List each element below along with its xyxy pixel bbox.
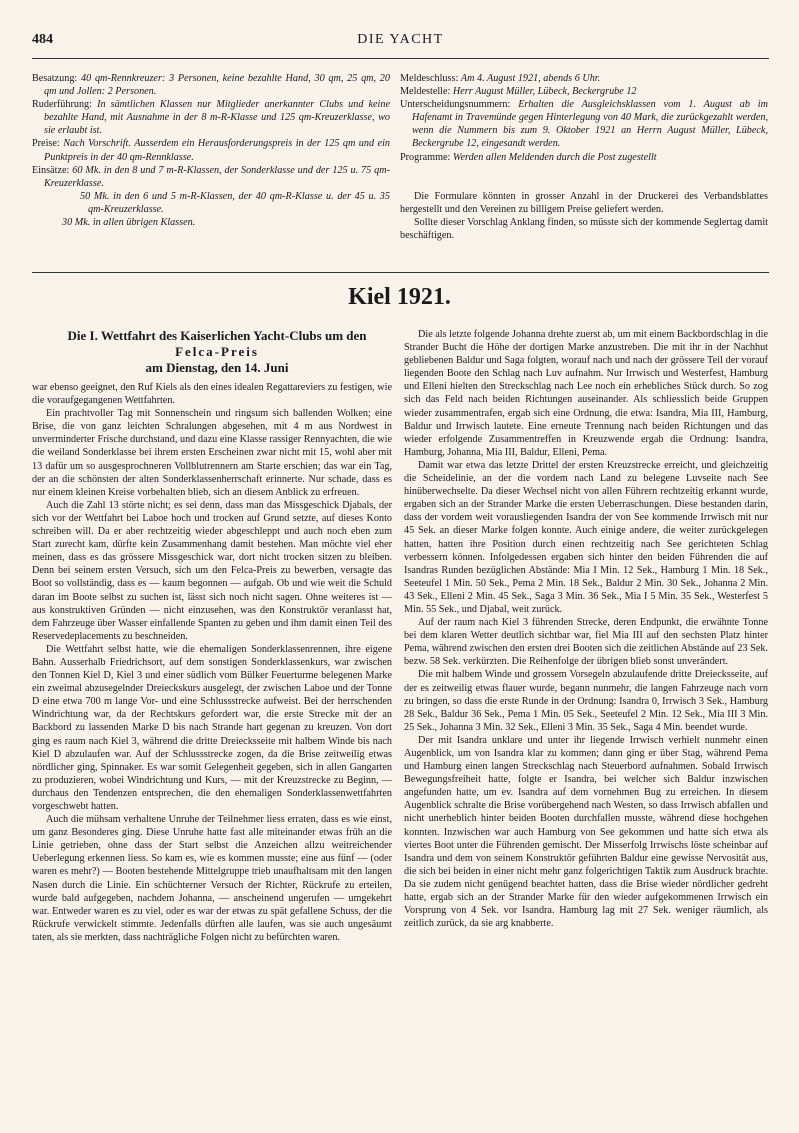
entry-info: Meldestelle: Herr August Müller, Lübeck, Beckergrube 12 (400, 86, 637, 98)
paragraph: Ein prachtvoller Tag mit Sonnenschein und ringsum sich ballenden Wolken; eine Brise, die von ganz leichten Schralungen abgesehen, mit 4 m aus Nordwest in unverminderter Frische durchstand, und dazu eine Klasse rassiger Rennyachten, die wie die weiland Sonderklasse bei ihrem ersten Erscheinen zwar nicht mit 15, wohl aber mit 13 dafür um so ausgesprochneren Vollblutrennern am Starte erschien; das war ein Tag, der an die schönsten der alten Sonderklassenherrschaft erinnerte. Nur schade, dass es nur einem kleinen Kreise vorbehalten blieb, sich an diesem Anblick zu erfreuen. (32, 408, 392, 498)
paragraph: Auch die Zahl 13 störte nicht; es sei denn, dass man das Missgeschick Djabals, der sich vor der Wettfahrt bei Laboe hoch und trocken auf Grund setzte, auf dieses Konto schreiben will. Da er aber rechtzeitig wieder abgeschleppt und auch noch eben zum Start zurecht kam, dürfte kein Zusammenhang damit bestehen. Man möchte viel eher meinen, dass es das grössere Missgeschick war, dort nicht trocken sitzen zu bleiben. Denn bei seinem ersten Versuch, sich um den Felca-Preis zu bewerben, versagte das Boot so vollständig, dass es — kaum begonnen — aufgab. Ob und wie weit die Schuld daran im Boote selbst zu suchen ist, lässt sich noch nicht sagen. Ohne weiteres ist — aus konstruktiven Gründen — nicht einzusehen, was den Konstruktör veranlasst hat, dem Fahrzeuge über Wasser einfallende Spanten zu geben und ihm damit einen Teil des Reservedeplacements zu beschneiden. (32, 499, 392, 642)
paragraph: Auch die mühsam verhaltene Unruhe der Teilnehmer liess erraten, dass es wie einst, um ganz Besonderes ging. Diese Unruhe hatte fast alle miteinander etwas früh an die Linie getrieben, ohne dass der Start selbst die Anzeichen allzu weitreichender Ueberlegung erkennen liess. So kam es, wie es kommen musste; eine aus fünf — (oder waren es mehr?) — Booten bestehende Mittelgruppe trieb unaufhaltsam mit den langen Nasen durch die Linie. Ein schüchterner Versuch der Richter, Rückrufe zu erteilen, wurde bald aufgegeben, nachdem Johanna, — anscheinend ungerufen — umgekehrt war. Entweder waren es zu viel, oder es war der etwas zu spät gefallene Schuss, der die Rückrufe verwickelt stimmte. Jedenfalls dürften alle laufen, was sie auch ungesäumt taten, als sie merkten, dass nachträgliche Folgen nicht zu befürchten waren. (32, 814, 392, 943)
regulation-entry: Preise: Nach Vorschrift. Ausserdem ein Herausforderungspreis in der 125 qm und ein Punktpreis in der 40 qm-Rennklasse. (32, 138, 390, 163)
section-rule (32, 272, 769, 273)
regulation-entry: Besatzung: 40 qm-Rennkreuzer: 3 Personen, keine bezahlte Hand, 30 qm, 25 qm, 20 qm und Jollen: 2 Personen. (32, 73, 390, 98)
article-column-left (32, 381, 392, 944)
paragraph: Damit war etwa das letzte Drittel der ersten Kreuzstrecke erreicht, und gleichzeitig die Scheidelinie, an der die vordem nach Land zu belegene Luvseite nach See hinüberwechselte. Da dieser Wechsel nicht von allen Führern rechtzeitig erkannt wurde, ergaben sich an der Strander Marke die ersten Ueberraschungen. Diese bestanden darin, dass der vordem weit vorausliegenden Isandra der von See kommende Irrwisch mit nur 45 Sek. an dieser Marke folgen konnte. Auch einige andere, die weiter zurückgelegen hatten, hatten ihre Position durch einen rechtzeitig nach See gerichteten Schlag verbessern können. Infolgedessen ergaben sich hinter den beiden Führenden die auf Isandras Runden bezüglichen Abstände: Mia I Min. 12 Sek., Hamburg 1 Min. 18 Sek., Seeteufel 1 Min. 50 Sek., Pema 2 Min. 18 Sek., Baldur 2 Min. 30 Sek., Johanna 2 Min. 43 Sek., Elleni 2 Min. 45 Sek., Saga 3 Min. 36 Sek., Mia I 5 Min. 35 Sek., Westerfest 5 Min. 55 Sek., und Djabal, weit zurück. (404, 459, 768, 615)
page-number: 484 (32, 32, 53, 47)
article-column-right (404, 328, 768, 930)
regulations-block (32, 72, 390, 229)
paragraph: Sollte dieser Vorschlag Anklang finden, so müsste sich der kommende Seglertag damit beschäftigen. (400, 217, 768, 242)
paragraph: war ebenso geeignet, den Ruf Kiels als den eines idealen Regattareviers zu festigen, wie die voraufgegangenen Wettfahrten. (32, 382, 392, 407)
regulation-subentry: 30 Mk. in allen übrigen Klassen. (62, 217, 196, 229)
paragraph: Die Formulare könnten in grosser Anzahl in der Druckerei des Verbandsblattes hergestellt und den Vereinen zu billigem Preise geliefert werden. (400, 191, 768, 216)
regulation-entry: Ruderführung: In sämtlichen Klassen nur Mitglieder anerkannter Clubs und keine bezahlte Hand, mit Ausnahme in der 8 m-R-Klasse und 125 qm-Kreuzerklasse, wo sie erlaubt ist. (32, 99, 391, 137)
paragraph: Der mit Isandra unklare und unter ihr liegende Irrwisch verhielt nunmehr einen Augenblick, um von Isandra klar zu kommen; dann ging er über Stag, während Pema und Hamburg einen langen Streckschlag nach Steuerbord aufnahmen. Sobald Irrwisch Bewegungsfreiheit hatte, folgte er Isandra, bei welcher sich Baldur inzwischen angefunden hatte, um ev. Isandra auf dem vornehmen Bug zu erreichen. In diesem Augenblick schralte die Brise vorübergehend nach Westen, so dass Irrwisch abfallen und nicht unerheblich hinter beiden Booten durchfallen musste, während diese hochgehen konnten. Inzwischen war auch Hamburg von See gekommen und hatte sich etwa als viertes Boot unter die Führenden gemischt. Der Misserfolg Irrwischs löste scheinbar auf Isandra und dem von seinem Konstruktör geführten Baldur eine gewisse Nervosität aus, die sich bei beiden in einer nicht mehr ganz folgerichtigen Taktik zum Ausdruck brachte. Da sie zudem nicht genügend beachtet hatten, dass die Brise wieder nördlicher gedreht hatte, ergab sich an der Strander Marke für den wieder aufgekommenen Irrwisch ein Vorsprung von 4 Sek. vor Isandra. Hamburg lag mit 27 Sek. weniger räumlich, als zeitlich zurück, da sie arg knabberte. (404, 734, 768, 930)
running-title: DIE YACHT (357, 32, 444, 47)
header-rule (32, 58, 769, 59)
article-title: Die I. Wettfahrt des Kaiserlichen Yacht-Clubs um den Felca-Preis am Dienstag, den 14. Juni (67, 328, 367, 375)
paragraph: Die als letzte folgende Johanna drehte zuerst ab, um mit einem Backbordschlag in die Strander Bucht die Höhe der dortigen Marke anzustreben. Die mit ihr in der Nachhut gebliebenen Baldur und Saga folgten, worauf nach und nach der grössere Teil der vorauf liegenden Boote den Schlag nach Luv aufnahm. Nur Irrwisch und Westerfest, Hamburg und Elleni hielten den Streckschlag nach Lee noch ein erhebliches Stück durch. So zog sich das Feld nach beiden Richtungen auseinander. Als schliesslich beide Gruppen wieder zusammentrafen, ergab sich eine Ordnung, die etwa: Isandra, Mia III, Hamburg, Baldur und Irrwisch lautete. Eine erneute Trennung nach beiden Richtungen und das wieder erfolgende Zusammentreffen in Kreuzwende ergab die Ordnung: Isandra, Hamburg, Johanna, Mia III, Baldur, Elleni, Pema. (404, 329, 768, 458)
paragraph: Auf der raum nach Kiel 3 führenden Strecke, deren Endpunkt, die erwähnte Tonne bei dem klaren Wetter deutlich sichtbar war, fiel Mia III auf den sechsten Platz hinter Pema, während zwischen den ersten drei Booten sich die zeitlichen Abstände auf 23 Sek. bezw. 58 Sek. verkürzten. Die Reihenfolge der übrigen blieb sonst unverändert. (404, 617, 768, 668)
entry-info: Programme: Werden allen Meldenden durch die Post zugestellt (400, 151, 657, 163)
entry-info-block (400, 72, 768, 164)
paragraph: Die mit halbem Winde und grossem Vorsegeln abzulaufende dritte Dreiecksseite, auf der es zeitweilig etwas flauer wurde, begann nunmehr, die langen Fahrzeuge nach vorn zu bringen, so dass die erste Runde in der Ordnung: Isandra 0, Irrwisch 3 Sek., Hamburg 28 Sek., Baldur 36 Sek., Pema 1 Min. 05 Sek., Seeteufel 2 Min. 12 Sek., Mia III 3 Min. 25 Sek., Johanna 3 Min. 32 Sek., Elleni 3 Min. 35 Sek., Saga 4 Min. beendet wurde. (404, 669, 768, 733)
section-title: Kiel 1921. (348, 284, 451, 310)
regulation-subentry: 50 Mk. in den 6 und 5 m-R-Klassen, der 40 qm-R-Klasse u. der 45 u. 35 qm-Kreuzerklasse. (80, 190, 390, 215)
page-header (32, 32, 769, 52)
entry-info: Meldeschluss: Am 4. August 1921, abends 6 Uhr. (400, 73, 601, 84)
entry-info: Unterscheidungsnummern: Erhalten die Ausgleichsklassen vom 1. August ab im Hafenamt in Travemünde gegen Hinterlegung von 40 Mark, die zurückgezahlt werden, wenn die Nummern bis zum 9. Oktober 1921 an Herrn August Müller, Lübeck, Beckergrube 12, eingesandt werden. (400, 99, 768, 150)
paragraph: Die Wettfahrt selbst hatte, wie die ehemaligen Sonderklassenrennen, ihre eigene Bahn. Ausserhalb Friedrichsort, auf dem sonstigen Sonderklassenkurs, war zwischen den Tonnen Kiel D, Kiel 3 und einer südlich vom Bülker Feuerturme belegenen Marke ein zweimal abzusegelnder Dreieckskurs ausgelegt, der zwischen Laboe und der Tonne D eine etwa 700 m lange Vor- und eine Schlussstrecke aufweist. Bei der herrschenden Windrichtung war, da der Rechtskurs gefordert war, die erste Strecke mit der an Backbord zu lassenden Marke D bis nach Strande hart gegenan zu kreuzen. Von dort ging es raum nach Kiel 3, während die dritte Dreiecksseite mit halbem Winde bis nach Kiel D abzulaufen war. Auf der Schlussstrecke zogen, da die Brise zeitweilig etwas nördlicher ging, Spinnaker. Es war somit Gelegenheit gegeben, sich in allen Gangarten zu produzieren, wobei Windrichtung und Kurs, — mit der Kreuzstrecke zu Beginn, — durchaus den Tendenzen entsprechen, die den ehemaligen Sonderklassenwettfahrten vorgeschwebt hatten. (32, 643, 392, 812)
proposal-text (400, 190, 768, 242)
regulation-entry: Einsätze: 60 Mk. in den 8 und 7 m-R-Klassen, der Sonderklasse und der 125 u. 75 qm-Kreuzerklasse. (32, 164, 390, 189)
